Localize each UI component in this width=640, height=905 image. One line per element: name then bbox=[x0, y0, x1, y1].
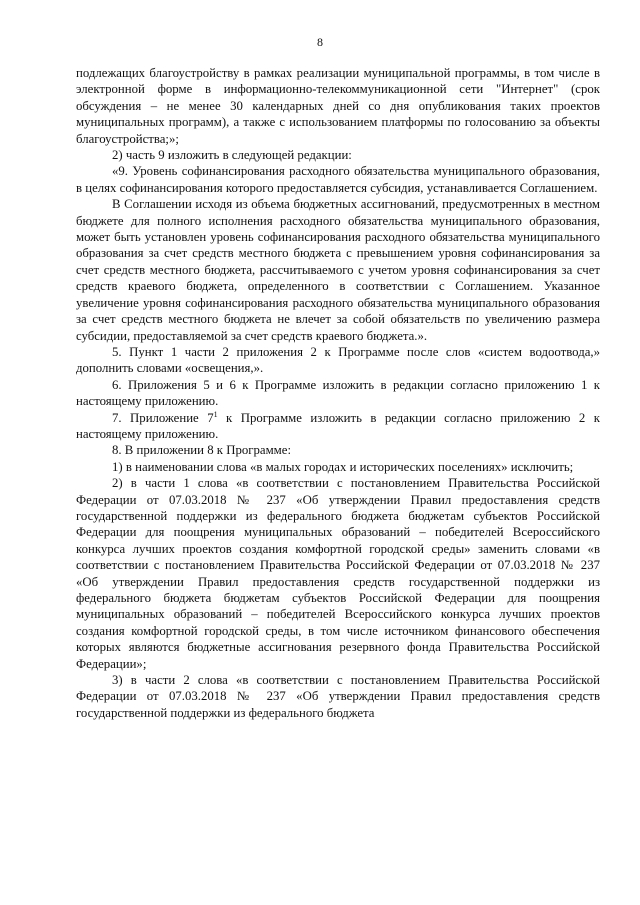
paragraph: 8. В приложении 8 к Программе: bbox=[112, 443, 291, 458]
paragraph: 5. Пункт 1 части 2 приложения 2 к Программе после слов «систем водоотвода,» дополнить словами «освещения,». bbox=[76, 344, 600, 376]
paragraph: 2) часть 9 изложить в следующей редакции: bbox=[112, 148, 352, 163]
paragraph: 3) в части 2 слова «в соответствии с постановлением Правительства Российской Федерации от 07.03.2018 № 237 «Об утверждении Правил предоставления средств государственной поддержки из федерального бюджета bbox=[76, 673, 600, 720]
paragraph: 2) в части 1 слова «в соответствии с постановлением Правительства Российской Федерации от 07.03.2018 № 237 «Об утверждении Правил предоставления средств государственной поддержки из федерального бюджета бюджетам субъектов Российской Федерации для поощрения муниципальных образований – победителей Всероссийского конкурса лучших проектов создания комфортной городской среды» заменить словами «в соответствии с постановлением Правительства Российской Федерации от 07.03.2018 № 237 «Об утверждении Правил предоставления средств государственной поддержки из федерального бюджета бюджетам субъектов Российской Федерации для поощрения муниципальных образований – победителей Всероссийского конкурса лучших проектов создания комфортной городской среды, в том числе источником финансового обеспечения которых являются бюджетные ассигнования резервного фонда Правительства Российской Федерации»; bbox=[76, 476, 600, 671]
paragraph: «9. Уровень софинансирования расходного обязательства муниципального образования, в целях софинансирования которого предоставляется субсидия, устанавливается Соглашением. bbox=[76, 164, 600, 195]
document-body bbox=[76, 65, 600, 721]
page-number: 8 bbox=[317, 35, 323, 49]
paragraph-text: к Программе изложить в редакции согласно приложению 2 к настоящему приложению. bbox=[76, 410, 600, 441]
paragraph-text: 7. Приложение 7 bbox=[112, 410, 214, 425]
paragraph: 6. Приложения 5 и 6 к Программе изложить в редакции согласно приложению 1 к настоящему приложению. bbox=[76, 377, 600, 409]
superscript: 1 bbox=[213, 409, 218, 419]
paragraph: подлежащих благоустройству в рамках реализации муниципальной программы, в том числе в электронной форме в информационно-телекоммуникационной сети "Интернет" (срок обсуждения – не менее 30 календарных дней со дня опубликования таких проектов муниципальных программ), а также с использованием платформы по голосованию за объекты благоустройства;»; bbox=[76, 66, 600, 146]
paragraph: 1) в наименовании слова «в малых городах и исторических поселениях» исключить; bbox=[112, 459, 574, 474]
paragraph: В Соглашении исходя из объема бюджетных ассигнований, предусмотренных в местном бюджете для полного исполнения расходного обязательства муниципального образования, может быть установлен уровень софинансирования расходного обязательства муниципального образования за счет средств местного бюджета с превышением уровня софинансирования за счет средств местного бюджета, рассчитываемого с учетом уровня софинансирования за счет средств краевого бюджета, определенного в соответствии с Соглашением. Указанное увеличение уровня софинансирования расходного обязательства муниципального образования за счет средств местного бюджета не влечет за собой обязательств по увеличению размера субсидии, предоставляемой за счет средств краевого бюджета.». bbox=[76, 197, 600, 343]
paragraph bbox=[76, 410, 600, 443]
